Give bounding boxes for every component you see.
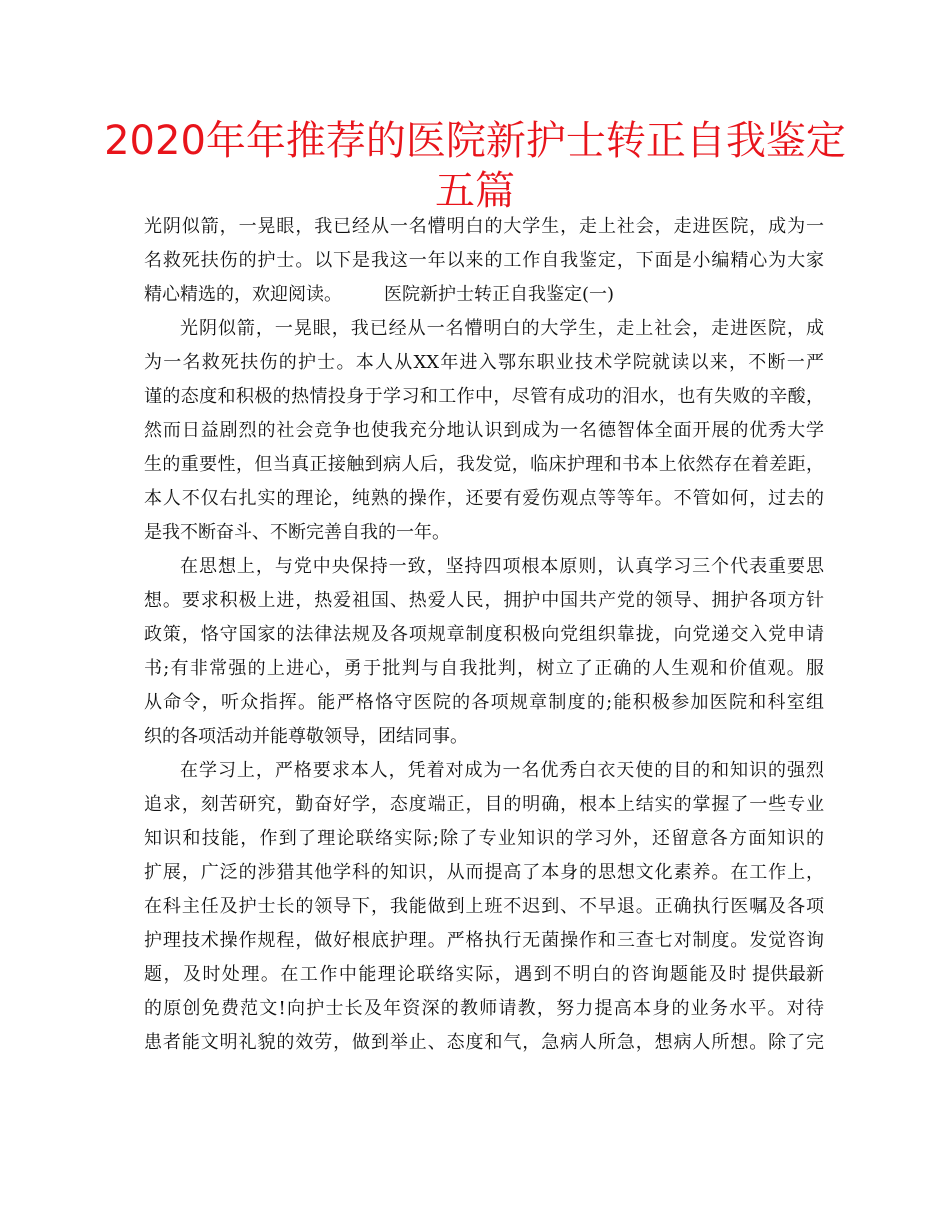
paragraph-line: 政策，恪守国家的法律法规及各项规章制度积极向党组织靠拢，向党递交入党申请 xyxy=(144,624,824,645)
paragraph-line: 然而日益剧烈的社会竞争也使我充分地认识到成为一名德智体全面开展的优秀大学 xyxy=(144,420,824,441)
paragraph-line: 在科主任及护士长的领导下，我能做到上班不迟到、不早退。正确执行医嘱及各项 xyxy=(144,896,824,917)
title-line-1: 2020年年推荐的医院新护士转正自我鉴定 xyxy=(104,118,846,164)
paragraph-line: 知识和技能，作到了理论联络实际;除了专业知识的学习外，还留意各方面知识的 xyxy=(144,828,824,849)
paragraph-line: 追求，刻苦研究，勤奋好学，态度端正，目的明确，根本上结实的掌握了一些专业 xyxy=(144,794,824,815)
paragraph-line: 想。要求积极上进，热爱祖国、热爱人民，拥护中国共产党的领导、拥护各项方针 xyxy=(144,590,824,611)
paragraph-line: 护理技术操作规程，做好根底护理。严格执行无菌操作和三查七对制度。发觉咨询 xyxy=(144,930,824,951)
paragraph-line: 在学习上，严格要求本人，凭着对成为一名优秀白衣天使的目的和知识的强烈 xyxy=(180,760,824,781)
paragraph-text: 题，及时处理。在工作中能理论联络实际，遇到不明白的咨询题能及时 xyxy=(144,964,748,985)
paragraph-line: 患者能文明礼貌的效劳，做到举止、态度和气，急病人所急，想病人所想。除了完 xyxy=(144,1032,824,1053)
paragraph-line: 扩展，广泛的涉猎其他学科的知识，从而提高了本身的思想文化素养。在工作上， xyxy=(144,862,824,883)
document-title xyxy=(100,116,850,216)
paragraph-line: 是我不断奋斗、不断完善自我的一年。 xyxy=(144,522,450,543)
document-body xyxy=(144,210,824,1060)
paragraph-line: 在思想上，与党中央保持一致，坚持四项根本原则，认真学习三个代表重要思 xyxy=(180,556,824,577)
paragraph-text-tail: 提供最新 xyxy=(752,964,824,985)
intro-line xyxy=(144,278,824,312)
paragraph-line: 的原创免费范文!向护士长及年资深的教师请教，努力提高本身的业务水平。对待 xyxy=(144,998,824,1019)
intro-line: 名救死扶伤的护士。以下是我这一年以来的工作自我鉴定，下面是小编精心为大家 xyxy=(144,250,824,271)
section-heading: 医院新护士转正自我鉴定(一) xyxy=(384,284,615,305)
intro-line: 光阴似箭，一晃眼，我已经从一名懵明白的大学生，走上社会，走进医院，成为一 xyxy=(144,216,824,237)
paragraph-line: 光阴似箭，一晃眼，我已经从一名懵明白的大学生，走上社会，走进医院，成 xyxy=(180,318,824,339)
paragraph-line: 为一名救死扶伤的护士。本人从XX年进入鄂东职业技术学院就读以来，不断一严 xyxy=(144,352,824,373)
paragraph-line xyxy=(144,958,824,992)
paragraph-line: 生的重要性，但当真正接触到病人后，我发觉，临床护理和书本上依然存在着差距， xyxy=(144,454,824,475)
paragraph-line: 谨的态度和积极的热情投身于学习和工作中，尽管有成功的泪水，也有失败的辛酸， xyxy=(144,386,824,407)
intro-text: 精心精选的，欢迎阅读。 xyxy=(144,284,342,305)
paragraph-line: 书;有非常强的上进心，勇于批判与自我批判，树立了正确的人生观和价值观。服 xyxy=(144,658,824,679)
title-line-2: 五篇 xyxy=(435,168,515,214)
paragraph-line: 本人不仅右扎实的理论，纯熟的操作，还要有爱伤观点等等年。不管如何，过去的 xyxy=(144,488,824,509)
paragraph-line: 织的各项活动并能尊敬领导，团结同事。 xyxy=(144,726,468,747)
paragraph-line: 从命令，听众指挥。能严格恪守医院的各项规章制度的;能积极参加医院和科室组 xyxy=(144,692,824,713)
